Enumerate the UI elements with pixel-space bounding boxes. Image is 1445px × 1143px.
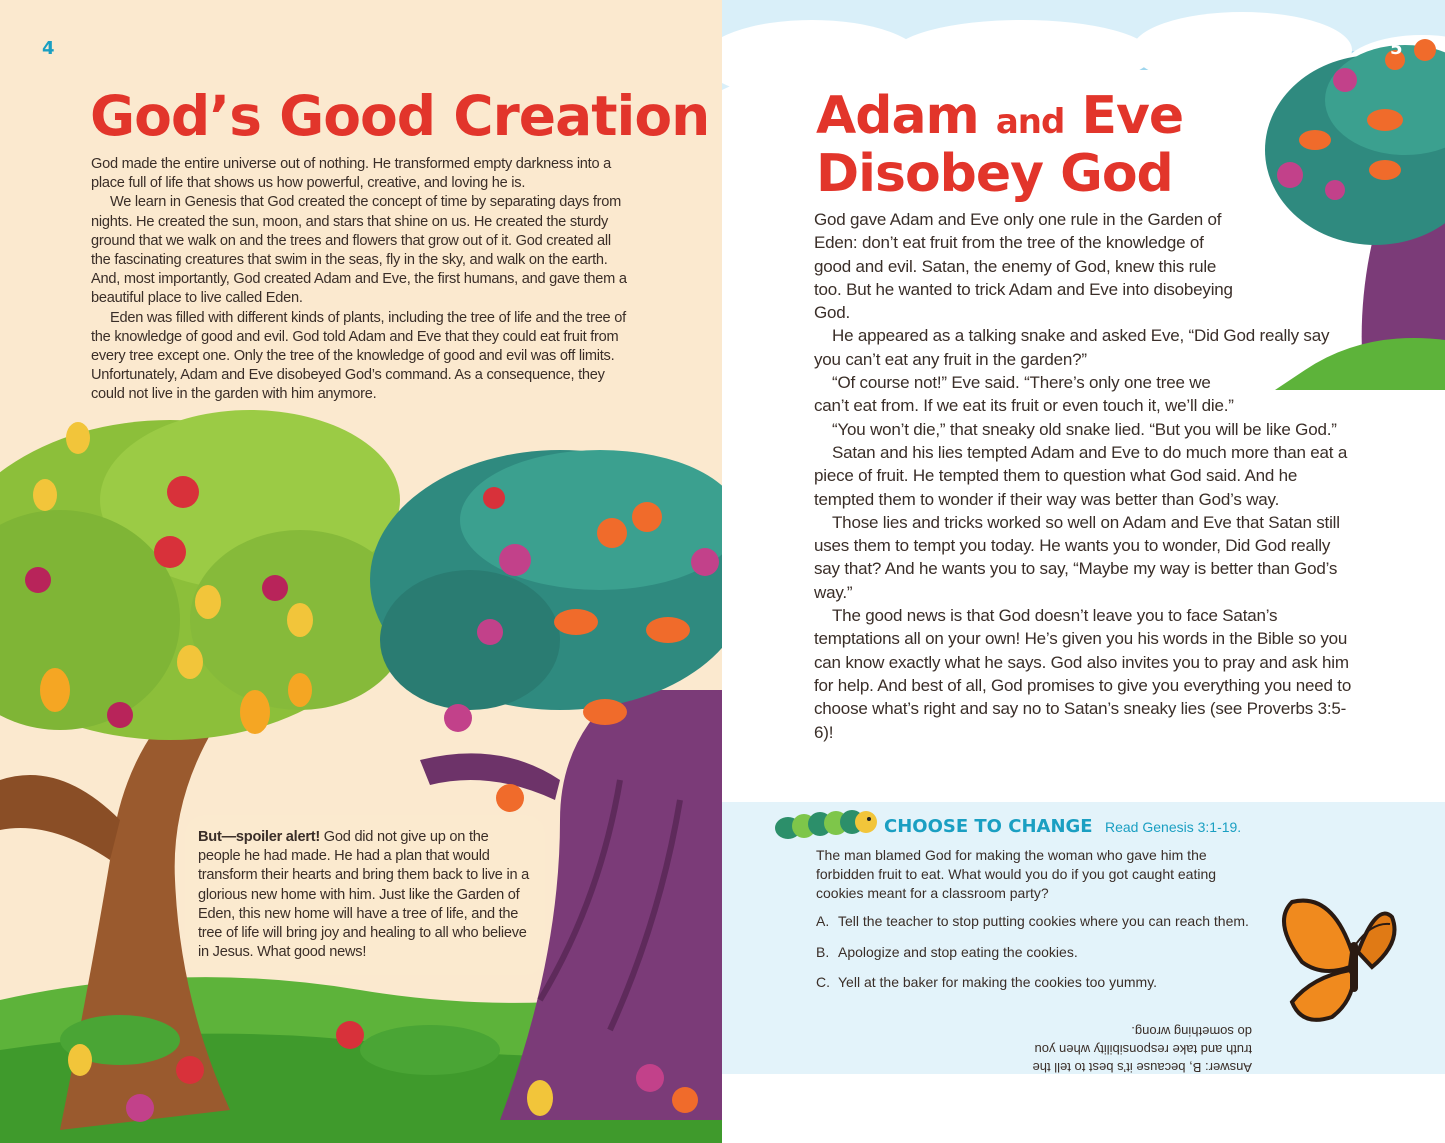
paragraph: “You won’t die,” that sneaky old snake lied. “But you will be like God.” — [832, 419, 1337, 439]
option-text: Apologize and stop eating the cookies. — [838, 944, 1078, 960]
spoiler-callout — [198, 828, 533, 962]
answer-option-c — [816, 974, 1157, 990]
option-label: A. — [816, 913, 830, 929]
paragraph: The good news is that God doesn’t leave you to face Satan’s temptations all on your own! He’s given you his words in the Bible so you can know exactly what he says. God also invites you to pray and ask him for help. And best of all, God promises to give you everything you need to choose what’s right and say no to Satan’s sneaky lies (see Proverbs 3:5-6)! — [814, 606, 1352, 742]
caterpillar-icon — [768, 806, 880, 846]
callout-question: The man blamed God for making the woman who gave him the forbidden fruit to eat. What would you do if you got caught eating cookies meant for a classroom party? — [816, 847, 1217, 901]
spoiler-text: God did not give up on the people he had made. He had a plan that would transform their hearts and bring them back to live in a glorious new home with him. Just like the Garden of Eden, this new home will have a tree of life, and the tree of life will bring joy and healing to all who believe in Jesus. What good news! — [198, 829, 529, 961]
paragraph: Eden was filled with different kinds of plants, including the tree of life and the tree of the knowledge of good and evil. God told Adam and Eve that they could eat fruit from every tree except one. Only the tree of the knowledge of good and evil was off limits. Unfortunately, Adam and Eve disobeyed God’s command. As a consequence, they could not live in the garden with him anymore. — [91, 309, 626, 403]
page-number: 5 — [1390, 38, 1403, 59]
title-line: Disobey God — [816, 144, 1173, 204]
left-page — [0, 0, 722, 1143]
page-number: 4 — [42, 38, 55, 59]
paragraph: God gave Adam and Eve only one rule in the Garden of Eden: don’t eat fruit from the tree of the knowledge of good and evil. Satan, the enemy of God, knew this rule too. But he wanted to trick Adam and Eve into disobeying God. — [814, 210, 1233, 323]
answer-option-b — [816, 944, 1078, 960]
title-word: Adam — [816, 86, 979, 146]
option-label: B. — [816, 944, 830, 960]
page-title — [816, 86, 1184, 204]
paragraph: “Of course not!” Eve said. “There’s only one tree we can’t eat from. If we eat its fruit or even touch it, we’ll die.” — [814, 373, 1234, 416]
title-word: and — [995, 102, 1065, 142]
body-text — [814, 208, 1354, 744]
spoiler-lead: But—spoiler alert! — [198, 829, 320, 845]
paragraph: God made the entire universe out of nothing. He transformed empty darkness into a place full of life that shows us how powerful, creative, and loving he is. — [91, 156, 612, 192]
paragraph: He appeared as a talking snake and asked Eve, “Did God really say you can’t eat any fruit in the garden?” — [814, 326, 1330, 369]
paragraph: Satan and his lies tempted Adam and Eve to do much more than eat a piece of fruit. He tempted them to question what God said. And he tempted them to wonder if their way was better than God’s way. — [814, 442, 1348, 509]
upside-down-answer: Answer: B, because it’s best to tell the truth and take responsibility when you do something wrong. — [1032, 1024, 1252, 1075]
butterfly-icon — [1272, 882, 1422, 1032]
answer-option-a — [816, 913, 1249, 929]
paragraph: Those lies and tricks worked so well on Adam and Eve that Satan still uses them to tempt you today. He wants you to wonder, Did God really say that? And he wants you to say, “Maybe my way is better than God’s way.” — [814, 512, 1340, 602]
callout-heading: CHOOSE TO CHANGE — [884, 816, 1093, 837]
option-label: C. — [816, 974, 830, 990]
choose-to-change-box — [722, 802, 1445, 1074]
scripture-reference: Read Genesis 3:1-19. — [1105, 819, 1242, 835]
body-text — [91, 155, 631, 405]
option-text: Tell the teacher to stop putting cookies where you can reach them. — [838, 913, 1249, 929]
paragraph: We learn in Genesis that God created the concept of time by separating days from nights. He created the sun, moon, and stars that shine on us. He created the sturdy ground that we walk on and the trees and flowers that grow out of it. God created all the fascinating creatures that swim in the seas, fly in the sky, and walk on the earth. And, most importantly, God created Adam and Eve, the first humans, and gave them a beautiful place to live called Eden. — [91, 194, 627, 307]
title-word: Eve — [1081, 86, 1184, 146]
option-text: Yell at the baker for making the cookies too yummy. — [838, 974, 1158, 990]
page-title: God’s Good Creation — [90, 84, 710, 148]
right-page — [722, 0, 1445, 1143]
